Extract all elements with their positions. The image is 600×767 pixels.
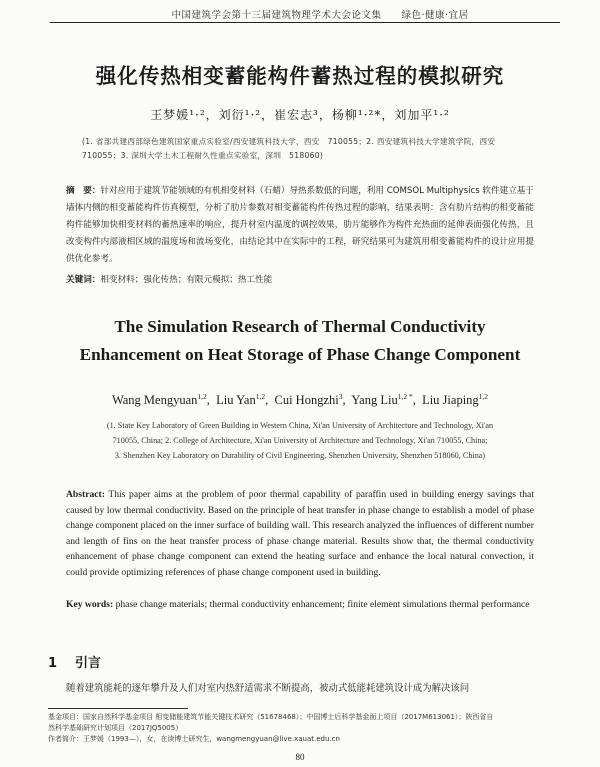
header-rule [50,22,560,23]
section-title: 引言 [75,656,102,671]
author-name: Cui Hongzhi [274,393,339,408]
english-affiliation-line: 710055, China; 2. College of Architecture, Xi'an University of Architecture and Technology, Xi'an 710055, China; [112,436,488,445]
section-number: 1 [48,656,58,671]
chinese-keywords-text: 相变材料；强化传热；有限元模拟；热工性能 [100,275,273,285]
chinese-authors: 王梦媛¹·²，刘衍¹·²，崔宏志³，杨柳¹·²*，刘加平¹·² [150,108,450,122]
chinese-affiliation-line: (1. 省部共建西部绿色建筑国家重点实验室/西安建筑科技大学，西安 710055；2. 西安建筑科技大学建筑学院，西安 [82,137,496,146]
english-affiliation-line: (1. State Key Laboratory of Green Building in Western China, Xi'an University of Architecture and Technology, Xi'an [106,421,494,430]
author-name: Yang Liu [351,393,398,408]
footnote-line: 然科学基础研究计划项目（2017JQ5005） [48,724,183,732]
english-abstract-text: This paper aims at the problem of poor thermal capability of paraffin used in building energy savings that caused by low thermal conductivity. Based on the principle of heat transfer in phase change to establish a model of phase change component placed on the inner surface of building wall. This research analyzed the influences of different number and length of fins on the heat transfer process of phase change material. Results show that, the thermal conductivity enhancement of phase change component can extend the heating surface and enhance the local natural convection, it could provide optimizing references of phase change component used in building. [66,489,534,578]
author-name: Liu Yan [216,393,256,408]
chinese-title: 强化传热相变蓄能构件蓄热过程的模拟研究 [95,64,505,88]
author-affiliation-mark: 3 [338,392,343,401]
english-abstract-label: Abstract: [66,489,105,500]
english-title [30,313,570,369]
english-title-line: Enhancement on Heat Storage of Phase Change Component [79,345,521,364]
english-abstract [66,487,534,580]
author-affiliation-mark: 1,2 [478,392,489,401]
english-title-line: The Simulation Research of Thermal Conductivity [114,317,486,336]
running-header: 中国建筑学会第十三届建筑物理学术大会论文集 绿色·健康·宜居 [171,10,469,21]
english-keywords-label: Key words: [66,599,114,610]
chinese-abstract [66,183,534,268]
author-affiliation-mark: 1,2 [255,392,266,401]
page-number: 80 [295,752,305,762]
introduction-first-line: 随着建筑能耗的逐年攀升及人们对室内热舒适需求不断提高，被动式低能耗建筑设计成为解决该问 [66,683,470,694]
footnote-line: 基金项目：国家自然科学基金项目 相变储能建筑节能关键技术研究（51678468）；中国博士后科学基金面上项目（2017M613061）；陕西省自 [48,713,494,721]
section-heading [48,652,101,671]
author-affiliation-mark: 1,2 * [397,392,413,401]
chinese-keywords-label: 关键词： [66,275,101,285]
footnote-line: 作者简介：王梦媛（1993—），女，在读博士研究生，wangmengyuan@live.xauat.edu.cn [48,735,340,743]
english-keywords [66,597,534,613]
chinese-affiliation-line: 710055；3. 深圳大学土木工程耐久性重点实验室，深圳 518060) [82,151,324,160]
chinese-keywords [66,273,534,285]
english-keywords-text: phase change materials; thermal conductivity enhancement; finite element simulations thermal performance [115,599,530,610]
chinese-abstract-text: 针对应用于建筑节能领域的有机相变材料（石蜡）导热系数低的问题，利用 COMSOL Multiphysics 软件建立基于墙体内侧的相变蓄能构件仿真模型，分析了肋片参数对相变蓄能构件传热过程的影响，结果表明：含有肋片结构的相变蓄能构件能够加快相变材料的蓄热速率的响应，提升材室内温度的调控效果，肋片能够作为构件充热面的延伸表面强化传热，且改变构件内部液相区域的温度场和流场变化，由结论其中在实际中的工程，研究结果可为建筑用相变蓄能构件的设计应用提供优化参考。 [66,186,534,264]
chinese-abstract-label: 摘 要： [66,186,101,196]
author-name: Liu Jiaping [422,393,479,408]
english-affiliation-line: 3. Shenzhen Key Laboratory on Durability of Civil Engineering, Shenzhen University, Shenzhen 518060, China) [114,451,486,460]
author-affiliation-mark: 1,2 [197,392,207,401]
footnote-rule [48,708,188,709]
english-authors: Wang Mengyuan$^{1,2}$, Liu Yan$^{1,2}$, Cui Hongzhi$^3$, Yang Liu$^{1,2 *}$, Liu Jiaping$^{1,2}$ [111,392,489,408]
author-name: Wang Mengyuan [111,393,198,408]
